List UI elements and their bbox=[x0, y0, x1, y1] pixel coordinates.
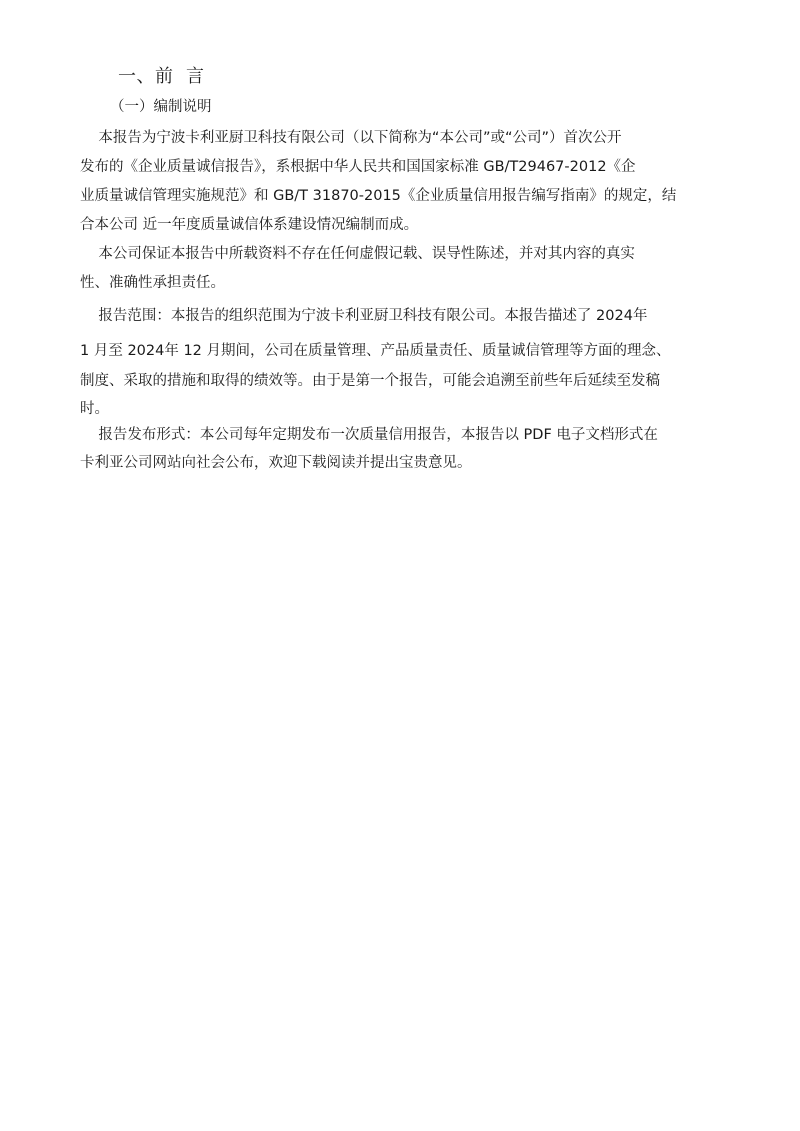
paragraph-line: 发布的《企业质量诚信报告》，系根据中华人民共和国国家标准 GB/T29467-2012《企 bbox=[80, 159, 636, 175]
paragraph-line: 合本公司 近一年度质量诚信体系建设情况编制而成。 bbox=[80, 217, 419, 233]
paragraph-line: 制度、采取的措施和取得的绩效等。由于是第一个报告，可能会追溯至前些年后延续至发稿 bbox=[80, 373, 660, 389]
paragraph-line: 时。 bbox=[80, 401, 109, 417]
section-subtitle: （一）编制说明 bbox=[110, 99, 212, 115]
section-title: 一、前 言 bbox=[118, 66, 205, 87]
paragraph-line: 1 月至 2024年 12 月期间，公司在质量管理、产品质量责任、质量诚信管理等方面的理念、 bbox=[80, 343, 671, 359]
paragraph-line: 报告范围：本报告的组织范围为宁波卡利亚厨卫科技有限公司。本报告描述了 2024年 bbox=[80, 308, 648, 324]
paragraph-line: 本公司保证本报告中所载资料不存在任何虚假记载、误导性陈述，并对其内容的真实 bbox=[80, 246, 635, 262]
paragraph-line: 本报告为宁波卡利亚厨卫科技有限公司（以下简称为“本公司”或“公司”）首次公开 bbox=[80, 130, 622, 146]
paragraph-line: 业质量诚信管理实施规范》和 GB/T 31870-2015《企业质量信用报告编写指南》的规定，结 bbox=[80, 188, 677, 204]
paragraph-line: 卡利亚公司网站向社会公布，欢迎下载阅读并提出宝贵意见。 bbox=[80, 455, 472, 471]
paragraph-line: 性、准确性承担责任。 bbox=[80, 275, 225, 291]
paragraph-line: 报告发布形式：本公司每年定期发布一次质量信用报告，本报告以 PDF 电子文档形式在 bbox=[80, 427, 658, 443]
